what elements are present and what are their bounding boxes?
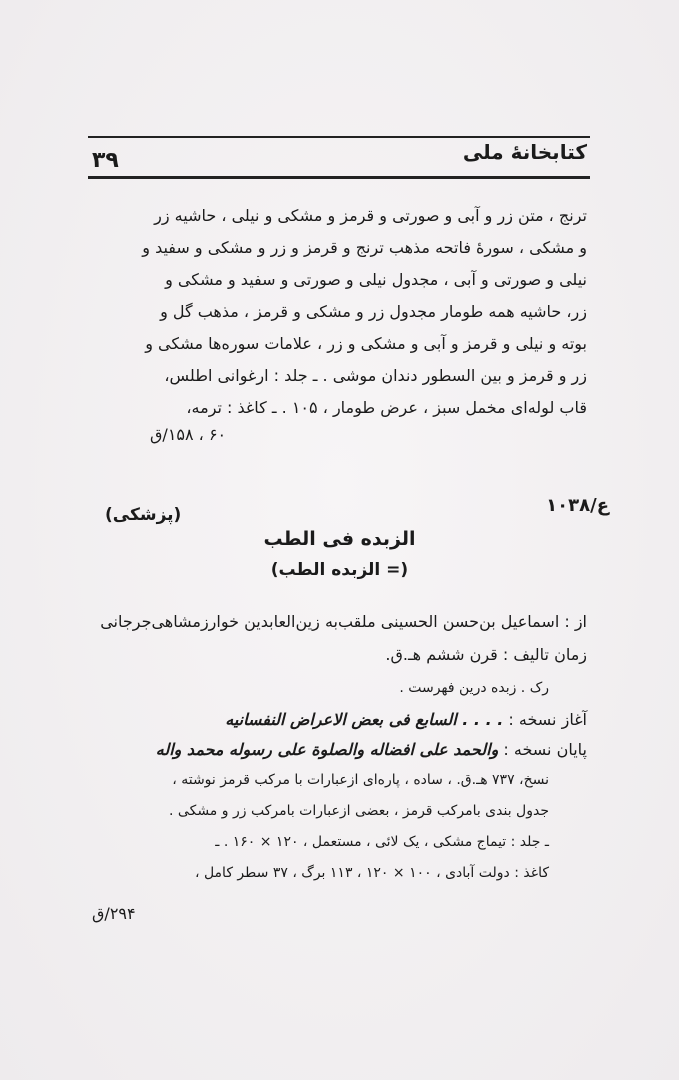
entry-shelfmark: ۲۹۴/ق: [92, 904, 136, 923]
text-line: زر و قرمز و بین السطور دندان موشی . ـ جلد : ارغوانی اطلس،: [164, 366, 587, 385]
entry-author: از : اسماعیل بن‌حسن الحسینی ملقب‌به زین‌العابدین خوارزمشاهی‌جرجانی: [100, 612, 587, 631]
incipit-text: . . . . السابع فی بعض الاعراض النفسانیه: [225, 710, 504, 729]
physical-description: [89, 765, 549, 889]
header-rule-bottom: [88, 176, 590, 179]
incipit-label: آغاز نسخه :: [508, 710, 587, 729]
previous-shelfmark: ۶۰ ، ۱۵۸/ق: [150, 425, 227, 444]
entry-explicit-line: [156, 740, 587, 759]
text-line: نیلی و صورتی و آبی ، مجدول نیلی و صورتی و سفید و مشکی و: [165, 270, 587, 289]
entry-title: الزبده فی الطب: [263, 528, 416, 550]
entry-alt-title: (= الزبده الطب): [270, 560, 409, 580]
previous-entry-text: [87, 200, 587, 424]
page-header-title: کتابخانهٔ ملی: [462, 140, 587, 164]
text-line: کاغذ : دولت آبادی ، ۱۰۰ × ۱۲۰ ، ۱۱۳ برگ ، ۳۷ سطر کامل ،: [194, 865, 549, 881]
entry-incipit-line: [225, 710, 587, 729]
entry-date: زمان تالیف : قرن ششم هـ.ق.: [385, 645, 587, 664]
page-number: ۳۹: [92, 148, 119, 173]
text-line: و مشکی ، سورهٔ فاتحه مذهب ترنج و قرمز و زر و مشکی و سفید و: [142, 238, 587, 257]
entry-see-also: رک . زبده درین فهرست .: [399, 680, 549, 696]
explicit-label: پایان نسخه :: [503, 740, 587, 759]
text-line: قاب لوله‌ای مخمل سبز ، عرض طومار ، ۱۰۵ . ـ کاغذ : ترمه،: [186, 398, 587, 417]
entry-number: ع/۱۰۳۸: [546, 495, 609, 516]
text-line: ـ جلد : تیماج مشکی ، یک لائی ، مستعمل ، ۱۲۰ × ۱۶۰ . ـ: [215, 834, 549, 850]
text-line: ترنج ، متن زر و آبی و صورتی و قرمز و مشکی و نیلی ، حاشیه زر: [154, 206, 587, 225]
explicit-text: والحمد علی افضاله والصلوة علی رسوله محمد واله: [155, 740, 499, 759]
header-rule-top: [88, 136, 590, 138]
text-line: جدول بندی بامرکب قرمز ، بعضی ازعبارات بامرکب زر و مشکی .: [169, 803, 549, 819]
entry-subject: (پزشکی): [105, 505, 182, 525]
text-line: بوته و نیلی و قرمز و آبی و مشکی و زر ، علامات سوره‌ها مشکی و: [145, 334, 587, 353]
text-line: زر، حاشیه همه طومار مجدول زر و مشکی و قرمز ، مذهب گل و: [160, 302, 587, 321]
text-line: نسخ، ۷۳۷ هـ.ق. ، ساده ، پاره‌ای ازعبارات با مرکب قرمز نوشته ،: [172, 772, 549, 788]
